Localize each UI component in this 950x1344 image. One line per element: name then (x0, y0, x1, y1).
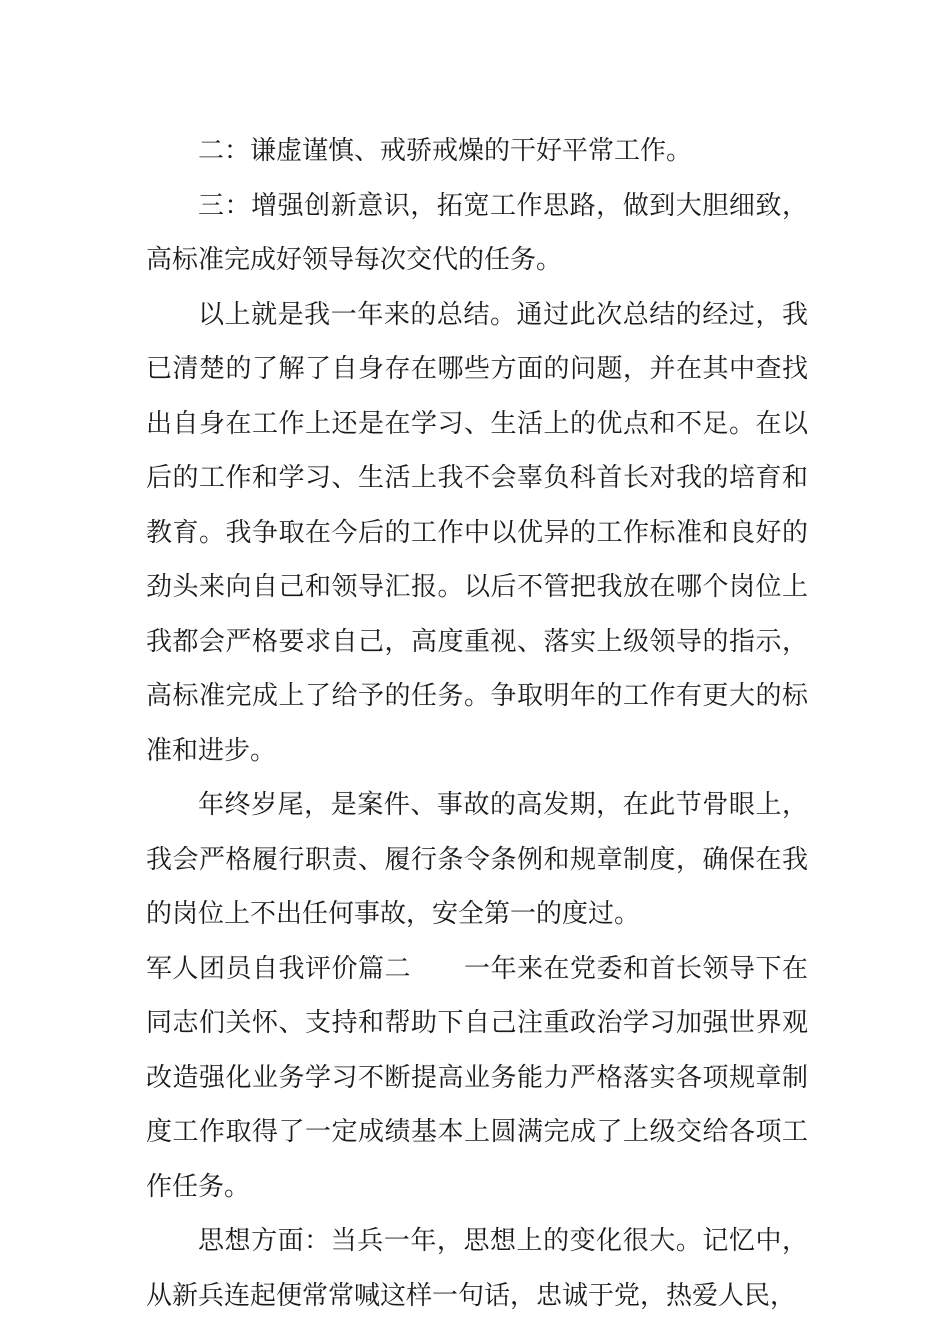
paragraph-section-two: 军人团员自我评价篇二 一年来在党委和首长领导下在同志们关怀、支持和帮助下自己注重政治学习加强世界观改造强化业务学习不断提高业务能力严格落实各项规章制度工作取得了一定成绩基本上圆满完成了上级交给各项工作任务。 (146, 953, 808, 1202)
paragraph-thoughts: 思想方面：当兵一年，思想上的变化很大。记忆中，从新兵连起便常常喊这样一句话，忠诚于党，热爱人民， (146, 1226, 808, 1311)
paragraph-summary: 以上就是我一年来的总结。通过此次总结的经过，我已清楚的了解了自身存在哪些方面的问题，并在其中查找出自身在工作上还是在学习、生活上的优点和不足。在以后的工作和学习、生活上我不会辜负科首长对我的培育和教育。我争取在今后的工作中以优异的工作标准和良好的劲头来向自己和领导汇报。以后不管把我放在哪个岗位上我都会严格要求自己，高度重视、落实上级领导的指示，高标准完成上了给予的任务。争取明年的工作有更大的标准和进步。 (146, 299, 808, 766)
paragraph-year-end: 年终岁尾，是案件、事故的高发期，在此节骨眼上，我会严格履行职责、履行条令条例和规章制度，确保在我的岗位上不出任何事故，安全第一的度过。 (146, 790, 808, 929)
document-body (146, 124, 808, 1323)
paragraph-point-three: 三：增强创新意识，拓宽工作思路，做到大胆细致，高标准完成好领导每次交代的任务。 (146, 190, 808, 275)
paragraph-point-two: 二：谦虚谨慎、戒骄戒燥的干好平常工作。 (198, 136, 693, 166)
